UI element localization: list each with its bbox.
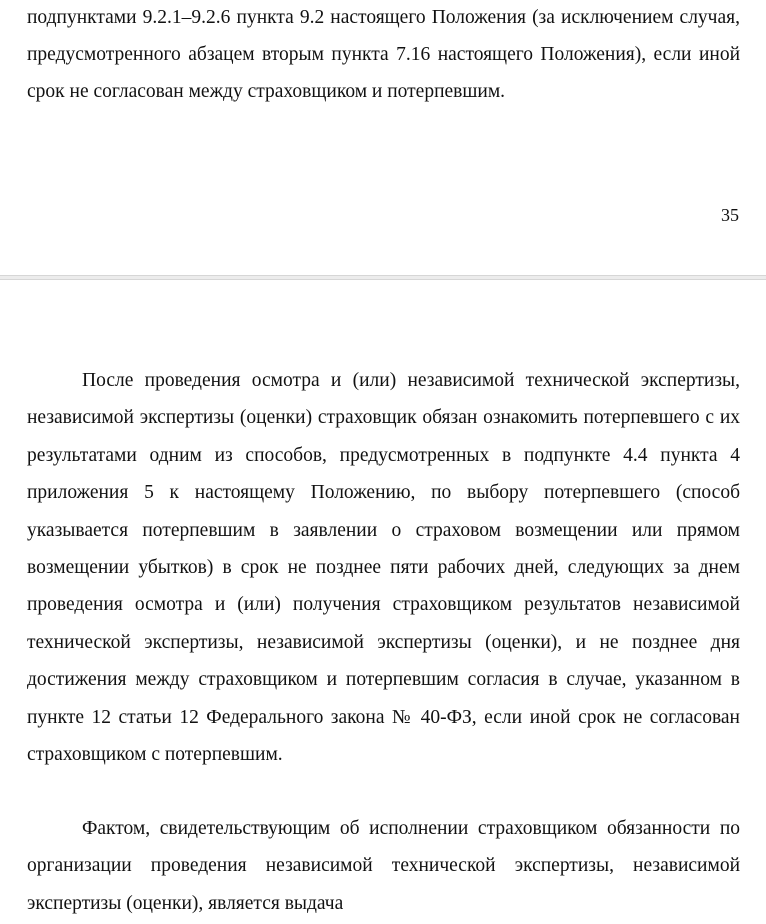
body-paragraph-2: Фактом, свидетельствующим об исполнении страховщиком обязанности по организации проведения независимой технической экспертизы, независимой экспертизы (оценки), является выдача — [27, 818, 740, 914]
page-number: 35 — [721, 205, 739, 225]
body-paragraph-1: После проведения осмотра и (или) независимой технической экспертизы, независимой экспертизы (оценки) страховщик обязан ознакомить потерпевшего с их результатами одним из способов, предусмотренных в подпункте 4.4 пункта 4 приложения 5 к настоящему Положению, по выбору потерпевшего (способ указывается потерпевшим в заявлении о страховом возмещении или прямом возмещении убытков) в срок не позднее пяти рабочих дней, следующих за днем проведения осмотра и (или) получения страховщиком результатов независимой технической экспертизы, независимой экспертизы (оценки), и не позднее дня достижения между страховщиком и потерпевшим согласия в случае, указанном в пункте 12 статьи 12 Федерального закона № 40-ФЗ, если иной срок не согласован страховщиком с потерпевшим. — [27, 370, 740, 766]
previous-page-paragraph: подпунктами 9.2.1–9.2.6 пункта 9.2 настоящего Положения (за исключением случая, предусмотренного абзацем вторым пункта 7.16 настоящего Положения), если иной срок не согласован между страховщиком и потерпевшим. — [27, 7, 740, 102]
previous-page — [0, 0, 766, 275]
